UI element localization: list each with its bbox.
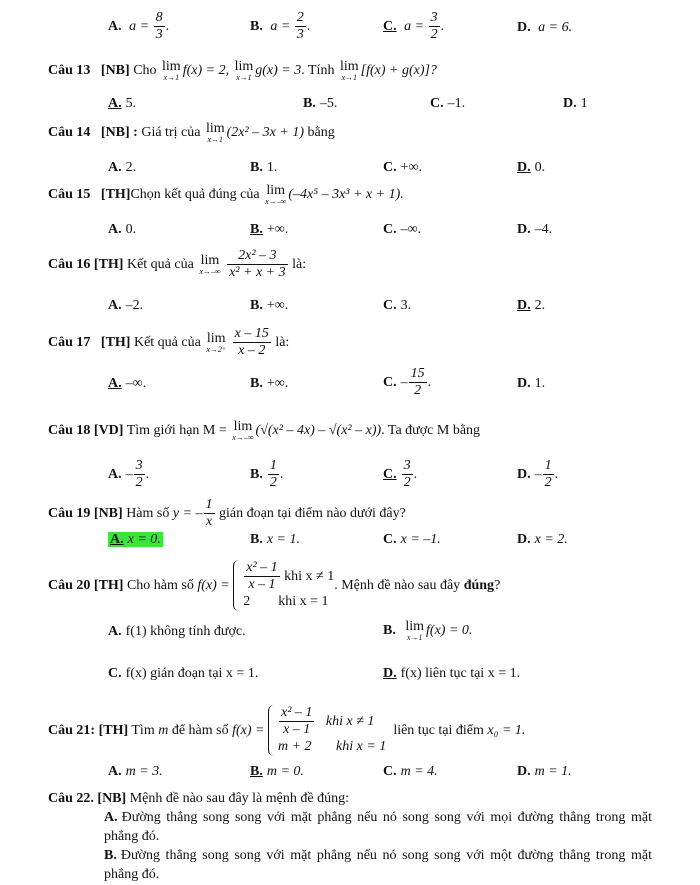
option-label: B.: [104, 848, 117, 863]
option-text: 0.: [125, 222, 137, 237]
question-number: Câu 21: [48, 722, 91, 738]
lim-symbol: lim: [206, 330, 226, 346]
q20-option-b[interactable]: [383, 620, 472, 642]
q21-option-c[interactable]: [383, 764, 438, 780]
question-text: Tìm giới hạn M =: [126, 423, 227, 439]
question-text: . Mệnh đề nào sau đây: [334, 577, 461, 593]
question-level: [VD]: [93, 423, 124, 439]
option-text: –: [400, 374, 408, 390]
question-text: Tìm: [131, 722, 155, 738]
lim-symbol: lim: [200, 252, 220, 268]
piece-value: 2: [243, 594, 251, 610]
frac-num: 1: [268, 458, 279, 475]
frac-den: 2: [430, 27, 438, 43]
option-text: +∞.: [266, 298, 289, 313]
frac-num: 3: [402, 458, 413, 475]
q17-option-a[interactable]: [108, 376, 146, 392]
frac-den: 2: [544, 475, 552, 491]
question-number: Câu 19: [48, 505, 91, 521]
option-label: D.: [517, 532, 531, 547]
option-label: D.: [517, 20, 531, 35]
lim-subscript: x→1: [341, 73, 358, 82]
lim-symbol: lim: [339, 59, 359, 74]
math-expr: (√(x² – 4x) – √(x² – x)): [255, 423, 382, 439]
option-post: .: [427, 374, 432, 390]
option-label: C.: [108, 666, 122, 681]
option-post: .: [279, 466, 284, 482]
q13-option-b[interactable]: [303, 96, 337, 112]
option-label: B.: [383, 623, 396, 639]
question-level: [NB]: [100, 63, 130, 79]
option-text: Đường thẳng song song với mặt phẳng nếu nó song song với mọi đường thẳng trong mặt phẳng đó.: [104, 810, 652, 844]
q15-option-b[interactable]: [250, 222, 288, 238]
frac-num: x – 15: [233, 326, 271, 343]
question-number: Câu 15: [48, 187, 91, 203]
option-text: f(x) liên tục tại x = 1.: [400, 666, 521, 681]
q13-option-d[interactable]: [563, 96, 588, 112]
option-text: f(x) gián đoạn tại x = 1.: [125, 666, 259, 681]
option-text: x = 2.: [534, 532, 568, 547]
question-level: [TH]: [100, 187, 131, 203]
q21-option-d[interactable]: [517, 764, 572, 780]
option-text: –: [125, 466, 133, 482]
option-label: D.: [563, 96, 577, 111]
question-text: Giá trị của: [141, 125, 201, 141]
option-post: .: [306, 18, 311, 34]
math-expr: (–4x⁵ – 3x³ + x + 1).: [288, 187, 404, 203]
question-text: liên tục tại điểm: [393, 722, 484, 738]
frac-den: 3: [296, 27, 304, 43]
answer-highlight: [108, 532, 163, 547]
option-text: –: [534, 466, 542, 482]
lim-subscript: x→2⁺: [206, 344, 227, 354]
question-emphasis: đúng: [463, 577, 495, 593]
question-17: [48, 326, 289, 359]
option-text: f(x) = 0.: [426, 623, 473, 639]
question-text: là:: [275, 334, 290, 350]
lim-subscript: x→1: [207, 135, 224, 144]
frac-num: 8: [154, 10, 165, 27]
q15-option-a[interactable]: [108, 222, 136, 238]
question-level: : [TH]: [90, 722, 129, 738]
piece-condition: khi x ≠ 1: [325, 713, 375, 729]
option-text: a =: [129, 18, 150, 34]
piece-condition: khi x ≠ 1: [284, 568, 335, 584]
question-text: bằng: [307, 125, 335, 141]
option-text: +∞.: [266, 222, 289, 237]
q12-option-a[interactable]: [108, 10, 169, 43]
question-level: [NB] :: [100, 125, 138, 141]
option-label: D.: [517, 764, 531, 779]
option-label: A.: [108, 466, 122, 482]
q17-option-c[interactable]: [383, 366, 431, 399]
option-text: 3.: [400, 298, 412, 313]
option-label: A.: [108, 160, 122, 175]
option-text: Đường thẳng song song với mặt phẳng nếu nó song song với một đường thẳng trong mặt phẳng đó.: [104, 848, 652, 882]
lim-subscript: x→–∞: [199, 266, 221, 276]
option-label: A.: [108, 764, 122, 779]
option-text: a = 6.: [538, 20, 573, 35]
lim-symbol: lim: [234, 59, 254, 74]
option-text: x = 0.: [127, 532, 161, 547]
question-text: là:: [292, 256, 307, 272]
lim-symbol: lim: [266, 183, 286, 198]
option-label: D.: [517, 298, 531, 313]
q16-option-b[interactable]: [250, 298, 288, 314]
q18-option-a[interactable]: [108, 458, 149, 491]
option-label: A.: [108, 222, 122, 237]
q21-option-a[interactable]: [108, 764, 163, 780]
option-text: –∞.: [125, 376, 147, 391]
option-text: 1.: [534, 376, 546, 391]
q17-option-b[interactable]: [250, 376, 288, 392]
question-text: ?: [494, 577, 501, 593]
option-text: a =: [270, 18, 291, 34]
piecewise-function: [233, 560, 334, 611]
option-label: D.: [517, 376, 531, 391]
question-19: [48, 497, 406, 530]
q20-option-a[interactable]: [108, 624, 246, 640]
question-13: [48, 60, 437, 82]
q14-option-d[interactable]: [517, 160, 545, 176]
option-text: a =: [404, 18, 425, 34]
option-label: A.: [108, 298, 122, 313]
brace: [268, 705, 277, 756]
option-text: 1: [580, 96, 588, 111]
question-number: Câu 16: [48, 256, 91, 272]
frac-den: x: [205, 514, 213, 530]
lim-symbol: lim: [233, 419, 253, 434]
q13-option-a[interactable]: [108, 96, 136, 112]
q22-option-b[interactable]: [104, 846, 652, 884]
option-label: A.: [108, 18, 122, 34]
math-expr: y = –: [172, 505, 203, 521]
option-text: m = 1.: [534, 764, 572, 779]
question-text: . Ta được M bằng: [381, 423, 481, 439]
frac-num: 1: [204, 497, 215, 514]
question-text: để hàm số: [171, 722, 229, 738]
option-label: B.: [250, 222, 263, 237]
frac-num: 2x² – 3: [227, 248, 288, 265]
frac-num: 3: [134, 458, 145, 475]
q16-option-a[interactable]: [108, 298, 143, 314]
piecewise-function: [268, 705, 386, 756]
brace: [233, 560, 242, 611]
question-text: Chọn kết quả đúng của: [130, 187, 260, 203]
question-level: [NB]: [97, 791, 127, 806]
option-label: B.: [303, 96, 316, 111]
frac-num: 3: [429, 10, 440, 27]
option-post: .: [145, 466, 150, 482]
option-label: A.: [108, 96, 122, 111]
q19-option-b[interactable]: [250, 532, 300, 548]
option-text: +∞.: [266, 376, 289, 391]
option-text: –4.: [534, 222, 553, 237]
option-text: –1.: [447, 96, 466, 111]
question-level: [NB]: [93, 505, 123, 521]
question-text: . Tính: [301, 63, 335, 79]
option-label: C.: [383, 374, 397, 390]
q12-option-b[interactable]: [250, 10, 310, 43]
option-label: B.: [250, 160, 263, 175]
option-label: C.: [430, 96, 444, 111]
frac-den: 2: [414, 383, 422, 399]
question-text: Cho: [133, 63, 157, 79]
question-22: [48, 791, 349, 807]
question-text: Cho hàm số: [126, 577, 194, 593]
question-18: [48, 420, 480, 442]
option-label: B.: [250, 376, 263, 391]
option-text: x = 1.: [266, 532, 301, 547]
q19-option-a[interactable]: [108, 532, 163, 548]
q13-option-c[interactable]: [430, 96, 465, 112]
math-expr: f(x) =: [197, 577, 230, 593]
option-text: 0.: [534, 160, 546, 175]
option-label: C.: [383, 18, 397, 34]
q18-option-c[interactable]: [383, 458, 417, 491]
q17-option-d[interactable]: [517, 376, 545, 392]
option-text: m = 3.: [125, 764, 163, 779]
q20-option-d[interactable]: [383, 666, 520, 682]
question-level: [TH]: [93, 256, 124, 272]
q19-option-d[interactable]: [517, 532, 568, 548]
option-text: m = 4.: [400, 764, 438, 779]
option-text: –∞.: [400, 222, 422, 237]
q15-option-c[interactable]: [383, 222, 421, 238]
question-14: [48, 122, 335, 144]
lim-subscript: x→1: [236, 73, 252, 82]
frac-den: 2: [135, 475, 143, 491]
q15-option-d[interactable]: [517, 222, 552, 238]
q18-option-d[interactable]: [517, 458, 558, 491]
lim-subscript: x→1: [406, 633, 423, 642]
option-label: C.: [383, 222, 397, 237]
q16-option-c[interactable]: [383, 298, 411, 314]
option-label: D.: [517, 222, 531, 237]
piece-condition: khi x = 1: [278, 594, 329, 610]
lim-subscript: x→–∞: [232, 433, 254, 442]
option-label: C.: [383, 764, 397, 779]
q21-option-b[interactable]: [250, 764, 304, 780]
question-number: Câu 14: [48, 125, 91, 141]
q19-option-c[interactable]: [383, 532, 441, 548]
q22-option-a[interactable]: [104, 808, 652, 846]
frac-num: 2: [295, 10, 306, 27]
option-label: A.: [108, 376, 122, 391]
question-number: Câu 17: [48, 334, 91, 350]
question-text: Kết quả của: [133, 334, 201, 350]
frac-num: 1: [543, 458, 554, 475]
option-label: C.: [383, 532, 397, 547]
question-level: [TH]: [93, 577, 124, 593]
math-expr: g(x) = 3: [255, 63, 302, 79]
option-label: C.: [383, 298, 397, 313]
option-label: D.: [517, 160, 531, 175]
lim-symbol: lim: [162, 59, 181, 74]
frac-den: x² + x + 3: [229, 265, 286, 281]
question-text: Hàm số: [126, 505, 170, 521]
option-text: +∞.: [400, 160, 423, 175]
lim-symbol: lim: [405, 619, 425, 634]
q12-option-d[interactable]: [517, 20, 572, 36]
option-text: x = –1.: [400, 532, 441, 547]
question-text: Kết quả của: [126, 256, 194, 272]
option-text: –2.: [125, 298, 144, 313]
option-label: B.: [250, 298, 263, 313]
lim-subscript: x→–∞: [265, 197, 287, 206]
option-label: B.: [250, 764, 263, 779]
option-text: m = 0.: [266, 764, 304, 779]
option-text: 5.: [125, 96, 137, 111]
math-expr: f(x) =: [232, 722, 265, 738]
option-label: B.: [250, 532, 263, 547]
q16-option-d[interactable]: [517, 298, 545, 314]
option-post: .: [554, 466, 559, 482]
option-text: 2.: [534, 298, 546, 313]
question-20: [48, 560, 500, 611]
q14-option-b[interactable]: [250, 160, 277, 176]
question-text: Mệnh đề nào sau đây là mệnh đề đúng:: [129, 791, 349, 806]
option-post: .: [440, 18, 445, 34]
piece-value: m + 2: [277, 739, 312, 755]
piece-condition: khi x = 1: [336, 739, 387, 755]
option-label: B.: [250, 466, 263, 482]
option-label: A.: [108, 624, 122, 639]
option-text: –5.: [319, 96, 338, 111]
option-post: .: [413, 466, 418, 482]
option-label: D.: [383, 666, 397, 681]
q14-option-a[interactable]: [108, 160, 136, 176]
frac-num: 15: [409, 366, 427, 383]
question-15: [48, 184, 404, 206]
option-label: B.: [250, 18, 263, 34]
q14-option-c[interactable]: [383, 160, 422, 176]
question-21: [48, 705, 525, 756]
q18-option-b[interactable]: [250, 458, 283, 491]
option-label: D.: [517, 466, 531, 482]
frac-den: 2: [403, 475, 411, 491]
option-label: C.: [383, 160, 397, 175]
option-post: .: [165, 18, 170, 34]
frac-den: x – 1: [283, 722, 311, 738]
option-label: C.: [383, 466, 397, 482]
q12-option-c[interactable]: [383, 10, 444, 43]
frac-den: x – 2: [238, 343, 266, 359]
math-expr: (2x² – 3x + 1): [226, 125, 305, 141]
question-number: Câu 13: [48, 63, 91, 79]
frac-num: x² – 1: [279, 705, 314, 722]
lim-subscript: x→1: [163, 73, 180, 82]
math-expr: [f(x) + g(x)]?: [360, 63, 437, 79]
math-expr: f(x) = 2,: [182, 63, 230, 79]
question-number: Câu 20: [48, 577, 91, 593]
frac-num: x² – 1: [244, 560, 279, 577]
math-var: m: [158, 722, 169, 738]
q20-option-c[interactable]: [108, 666, 258, 682]
option-label: A.: [104, 810, 118, 825]
question-16: [48, 248, 306, 281]
option-label: A.: [110, 532, 124, 547]
option-text: f(1) không tính được.: [125, 624, 246, 639]
option-text: 2.: [125, 160, 137, 175]
question-level: [TH]: [100, 334, 131, 350]
question-number: Câu 18: [48, 423, 91, 439]
option-text: 1.: [266, 160, 278, 175]
question-number: Câu 22.: [48, 791, 94, 806]
lim-symbol: lim: [205, 121, 225, 136]
question-text: gián đoạn tại điểm nào dưới đây?: [219, 505, 406, 521]
frac-den: 3: [155, 27, 163, 43]
math-expr: x₀ = 1.: [487, 722, 526, 738]
frac-den: 2: [269, 475, 277, 491]
frac-den: x – 1: [248, 577, 276, 593]
